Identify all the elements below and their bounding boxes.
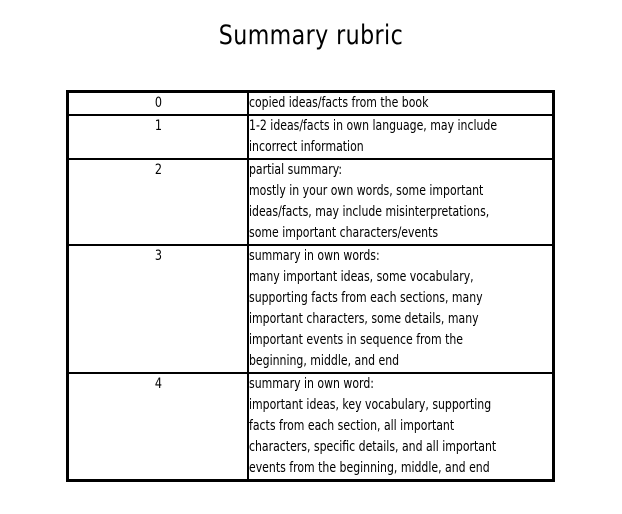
description-line: partial summary: bbox=[249, 162, 343, 178]
score-cell bbox=[68, 159, 249, 245]
description-cell bbox=[248, 115, 554, 159]
description-line: important ideas, key vocabulary, supporting bbox=[249, 397, 492, 413]
score-value: 4 bbox=[154, 376, 162, 392]
score-cell bbox=[68, 92, 249, 116]
description-line: ideas/facts, may include misinterpretations, bbox=[249, 204, 490, 220]
description-line: important events in sequence from the bbox=[249, 332, 464, 348]
description-line: summary in own word: bbox=[249, 376, 374, 392]
description-line: important characters, some details, many bbox=[249, 311, 479, 327]
description-line: some important characters/events bbox=[249, 225, 439, 241]
description-line: characters, specific details, and all important bbox=[249, 439, 497, 455]
table-row bbox=[68, 245, 554, 373]
description-line: copied ideas/facts from the book bbox=[249, 95, 429, 111]
description-cell bbox=[248, 159, 554, 245]
rubric-table bbox=[66, 90, 555, 482]
description-line: supporting facts from each sections, many bbox=[249, 290, 483, 306]
score-cell bbox=[68, 373, 249, 481]
description-line: many important ideas, some vocabulary, bbox=[249, 269, 474, 285]
table-row bbox=[68, 159, 554, 245]
score-value: 3 bbox=[154, 248, 162, 264]
table-row bbox=[68, 373, 554, 481]
score-cell bbox=[68, 115, 249, 159]
description-line: facts from each section, all important bbox=[249, 418, 455, 434]
score-cell bbox=[68, 245, 249, 373]
description-cell bbox=[248, 373, 554, 481]
description-cell bbox=[248, 92, 554, 116]
description-line: events from the beginning, middle, and end bbox=[249, 460, 490, 476]
description-line: mostly in your own words, some important bbox=[249, 183, 484, 199]
score-value: 0 bbox=[154, 95, 162, 111]
description-line: summary in own words: bbox=[249, 248, 380, 264]
description-line: incorrect information bbox=[249, 139, 364, 155]
description-line: beginning, middle, and end bbox=[249, 353, 400, 369]
description-cell bbox=[248, 245, 554, 373]
table-row bbox=[68, 115, 554, 159]
page-title: Summary rubric bbox=[218, 20, 404, 51]
score-value: 1 bbox=[154, 118, 162, 134]
table-row bbox=[68, 92, 554, 116]
score-value: 2 bbox=[154, 162, 162, 178]
description-line: 1-2 ideas/facts in own language, may include bbox=[249, 118, 498, 134]
